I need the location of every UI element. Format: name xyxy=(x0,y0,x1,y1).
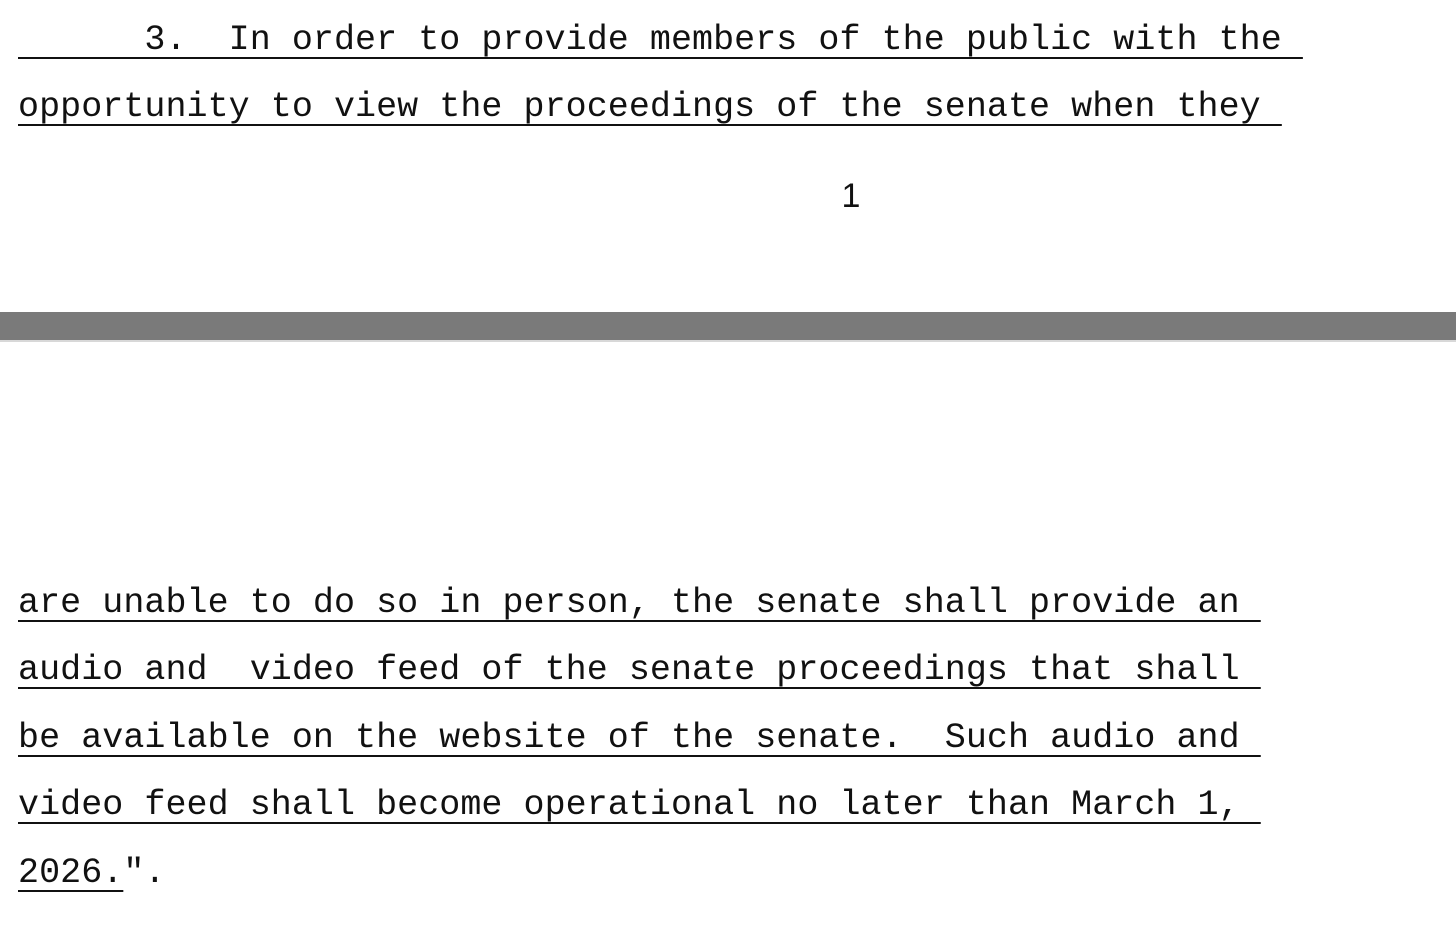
page-separator xyxy=(0,312,1456,342)
inserted-text: audio and video feed of the senate proceedings that shall xyxy=(18,650,1261,690)
document-page-2 xyxy=(0,342,1456,934)
body-text-line xyxy=(18,20,1303,60)
body-text-line xyxy=(18,718,1261,758)
page-number: 1 xyxy=(841,177,861,215)
inserted-text: are unable to do so in person, the senate shall provide an xyxy=(18,583,1261,623)
inserted-text: 2026. xyxy=(18,853,124,893)
inserted-text: be available on the website of the senate. Such audio and xyxy=(18,718,1261,758)
inserted-text: opportunity to view the proceedings of the senate when they xyxy=(18,87,1282,127)
inserted-text: 3. In order to provide members of the public with the xyxy=(18,20,1303,60)
body-text-line xyxy=(18,853,165,893)
body-text-line xyxy=(18,785,1261,825)
inserted-text: video feed shall become operational no later than March 1, xyxy=(18,785,1261,825)
body-text-line xyxy=(18,583,1261,623)
closing-quote: ". xyxy=(123,853,166,893)
body-text-line xyxy=(18,87,1282,127)
body-text-line xyxy=(18,650,1261,690)
document-page-1 xyxy=(0,0,1456,312)
